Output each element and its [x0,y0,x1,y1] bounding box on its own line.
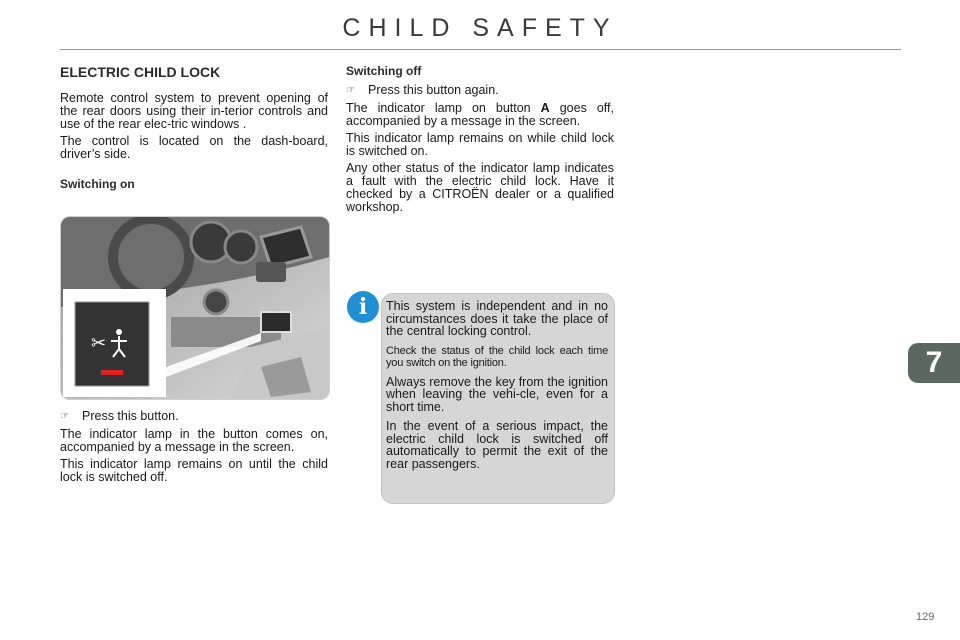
info-paragraph-2: Check the status of the child lock each time you switch on the ignition. [386,344,608,369]
page-title: CHILD SAFETY [342,14,618,42]
switching-off-paragraph-2: This indicator lamp remains on while child lock is switched on. [346,131,614,158]
middle-column [346,64,614,218]
dashboard-photo [60,216,330,400]
switching-on-heading: Switching on [60,177,135,191]
left-column [60,64,328,195]
pointer-icon: ☞ [346,85,355,96]
section-title: ELECTRIC CHILD LOCK [60,64,221,80]
info-paragraph-1: This system is independent and in no circumstances does it take the place of the central locking control. [386,299,608,338]
chapter-tab: 7 [908,343,960,383]
switching-on-bullet: ☞ Press this button. [60,409,179,423]
indicator-lamp [101,370,123,375]
info-icon: i [347,291,379,323]
switching-on-paragraph-1: The indicator lamp in the button comes on, accompanied by a message in the screen. [60,427,328,454]
switching-on-paragraph-2: This indicator lamp remains on until the child lock is switched off. [60,457,328,484]
pointer-icon: ☞ [60,411,69,422]
intro-paragraph-1: Remote control system to prevent opening of the rear doors using their in-terior controls and use of the rear elec-tric windows . [60,91,328,131]
svg-text:✂: ✂ [91,333,107,354]
switching-on-text [60,410,328,488]
intro-paragraph-2: The control is located on the dash-board, driver’s side. [60,134,328,161]
switching-off-heading: Switching off [346,64,422,78]
info-text [386,300,608,477]
info-paragraph-4: In the event of a serious impact, the electric child lock is switched off automatically to permit the exit of the rear passengers. [386,419,608,471]
info-paragraph-3: Always remove the key from the ignition when leaving the vehi-cle, even for a short time. [386,374,608,414]
switching-off-paragraph-3: Any other status of the indicator lamp indicates a fault with the electric child lock. Have it checked by a CITROËN dealer or a qualified workshop. [346,161,614,214]
header-rule [60,49,901,50]
switching-off-paragraph-1: The indicator lamp on button A goes off, accompanied by a message in the screen. [346,101,615,128]
switching-off-bullet: ☞ Press this button again. [346,83,499,97]
page-number: 129 [916,611,935,623]
